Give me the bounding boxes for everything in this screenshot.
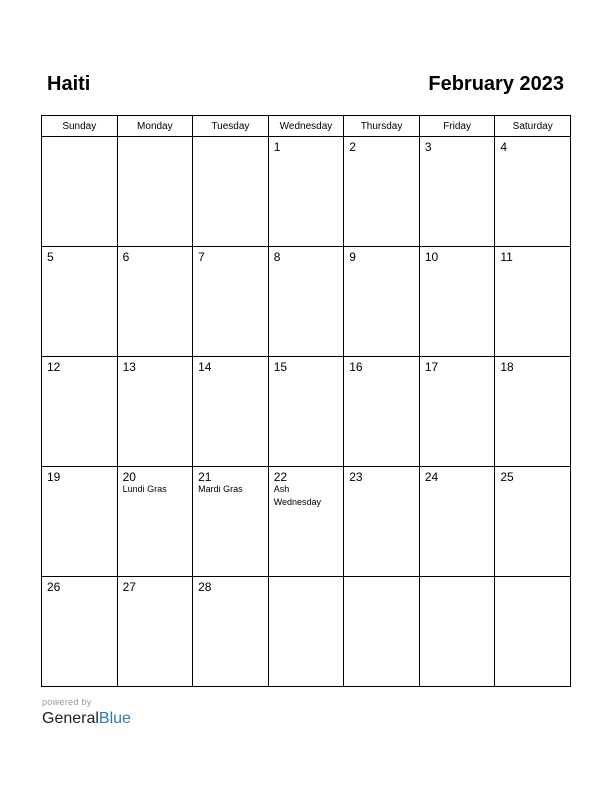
month-year-title: February 2023	[428, 73, 564, 95]
day-cell	[495, 137, 571, 247]
brand-general-text: General	[42, 710, 99, 727]
day-number: 6	[122, 250, 130, 264]
day-cell-content	[193, 577, 268, 594]
day-cell	[42, 577, 118, 687]
day-number: 13	[122, 360, 136, 374]
day-number: 27	[122, 580, 136, 594]
week-row	[42, 577, 571, 687]
day-number: 8	[273, 250, 281, 264]
day-cell-content	[344, 247, 419, 264]
day-cell-content	[269, 357, 344, 374]
day-cell-content	[420, 357, 495, 374]
weekday-header-tuesday: Tuesday	[193, 116, 269, 137]
day-cell	[193, 247, 269, 357]
calendar-body	[42, 137, 571, 687]
day-number: 26	[47, 580, 61, 594]
day-cell	[419, 467, 495, 577]
day-cell	[495, 467, 571, 577]
day-cell	[193, 467, 269, 577]
day-cell	[344, 467, 420, 577]
day-cell-content	[420, 137, 495, 154]
holiday-label: Lundi Gras	[122, 484, 167, 494]
empty-day-cell	[193, 137, 269, 247]
day-cell-content	[42, 467, 117, 484]
day-cell	[344, 357, 420, 467]
day-cell-content	[344, 577, 419, 580]
day-cell	[268, 357, 344, 467]
empty-day-cell	[42, 137, 118, 247]
empty-day-cell	[344, 577, 420, 687]
day-cell	[419, 357, 495, 467]
empty-day-cell	[117, 137, 193, 247]
weekday-header-friday: Friday	[419, 116, 495, 137]
day-cell-content	[420, 247, 495, 264]
day-cell-content	[344, 357, 419, 374]
weekday-header-thursday: Thursday	[344, 116, 420, 137]
day-cell	[193, 357, 269, 467]
day-cell-content	[495, 247, 570, 264]
day-cell-content	[193, 467, 268, 496]
day-number: 24	[424, 470, 439, 484]
empty-day-cell	[268, 577, 344, 687]
day-number: 22	[273, 470, 288, 484]
day-number: 19	[47, 470, 61, 484]
week-row	[42, 357, 571, 467]
calendar-grid	[41, 115, 571, 687]
day-cell	[268, 467, 344, 577]
day-cell-content	[42, 577, 117, 594]
day-cell-content	[495, 137, 570, 154]
day-cell-content	[118, 577, 193, 594]
day-number: 25	[500, 470, 514, 484]
day-cell	[42, 247, 118, 357]
day-cell	[42, 357, 118, 467]
holiday-label: Mardi Gras	[198, 484, 243, 494]
holiday-label: Ash Wednesday	[273, 484, 322, 507]
powered-by-text: powered by	[42, 697, 92, 707]
day-cell	[495, 357, 571, 467]
empty-day-cell	[495, 577, 571, 687]
day-number: 7	[198, 250, 205, 264]
day-cell-content	[118, 357, 193, 374]
day-number: 4	[500, 140, 508, 154]
day-cell-content	[118, 467, 193, 496]
day-cell-content	[495, 577, 570, 580]
day-number: 5	[47, 250, 54, 264]
weekday-header-saturday: Saturday	[495, 116, 571, 137]
day-cell-content	[42, 357, 117, 374]
day-number: 17	[424, 360, 439, 374]
week-row	[42, 137, 571, 247]
country-title: Haiti	[47, 73, 91, 95]
day-cell-content	[42, 247, 117, 264]
day-number: 23	[349, 470, 363, 484]
day-cell	[117, 577, 193, 687]
weekday-header-sunday: Sunday	[42, 116, 118, 137]
day-cell-content	[420, 467, 495, 484]
day-cell	[42, 467, 118, 577]
day-cell-content	[420, 577, 495, 580]
day-cell	[268, 247, 344, 357]
day-cell	[419, 247, 495, 357]
day-cell-content	[118, 247, 193, 264]
day-cell-content	[344, 137, 419, 154]
day-number: 2	[349, 140, 356, 154]
day-number: 21	[198, 470, 212, 484]
week-row	[42, 247, 571, 357]
day-cell	[193, 577, 269, 687]
day-cell-content	[269, 137, 344, 154]
day-cell	[344, 137, 420, 247]
day-number: 11	[500, 250, 513, 264]
generalblue-logo[interactable]	[42, 709, 131, 729]
day-cell	[344, 247, 420, 357]
day-number: 14	[198, 360, 212, 374]
empty-day-cell	[419, 577, 495, 687]
day-number: 10	[424, 250, 439, 264]
weekday-header-row	[42, 116, 571, 137]
day-number: 1	[273, 140, 281, 154]
day-cell-content	[193, 357, 268, 374]
day-cell-content	[344, 467, 419, 484]
weekday-header-monday: Monday	[117, 116, 193, 137]
footer	[42, 697, 131, 729]
brand-blue-text: Blue	[98, 710, 131, 727]
day-cell-content	[42, 137, 117, 140]
day-cell-content	[495, 467, 570, 484]
day-number: 15	[273, 360, 288, 374]
day-number: 18	[500, 360, 514, 374]
day-cell-content	[269, 577, 344, 580]
day-cell-content	[269, 247, 344, 264]
day-number: 20	[122, 470, 136, 484]
day-number: 9	[349, 250, 356, 264]
day-cell-content	[118, 137, 193, 140]
weekday-header-wednesday: Wednesday	[268, 116, 344, 137]
day-cell-content	[193, 247, 268, 264]
day-number: 16	[349, 360, 363, 374]
day-number: 28	[198, 580, 212, 594]
day-cell	[495, 247, 571, 357]
day-cell	[419, 137, 495, 247]
day-cell-content	[193, 137, 268, 140]
week-row	[42, 467, 571, 577]
day-cell	[117, 467, 193, 577]
day-cell-content	[269, 467, 344, 509]
day-cell	[117, 357, 193, 467]
day-cell	[117, 247, 193, 357]
day-number: 3	[424, 140, 432, 154]
day-cell	[268, 137, 344, 247]
day-cell-content	[495, 357, 570, 374]
day-number: 12	[47, 360, 61, 374]
